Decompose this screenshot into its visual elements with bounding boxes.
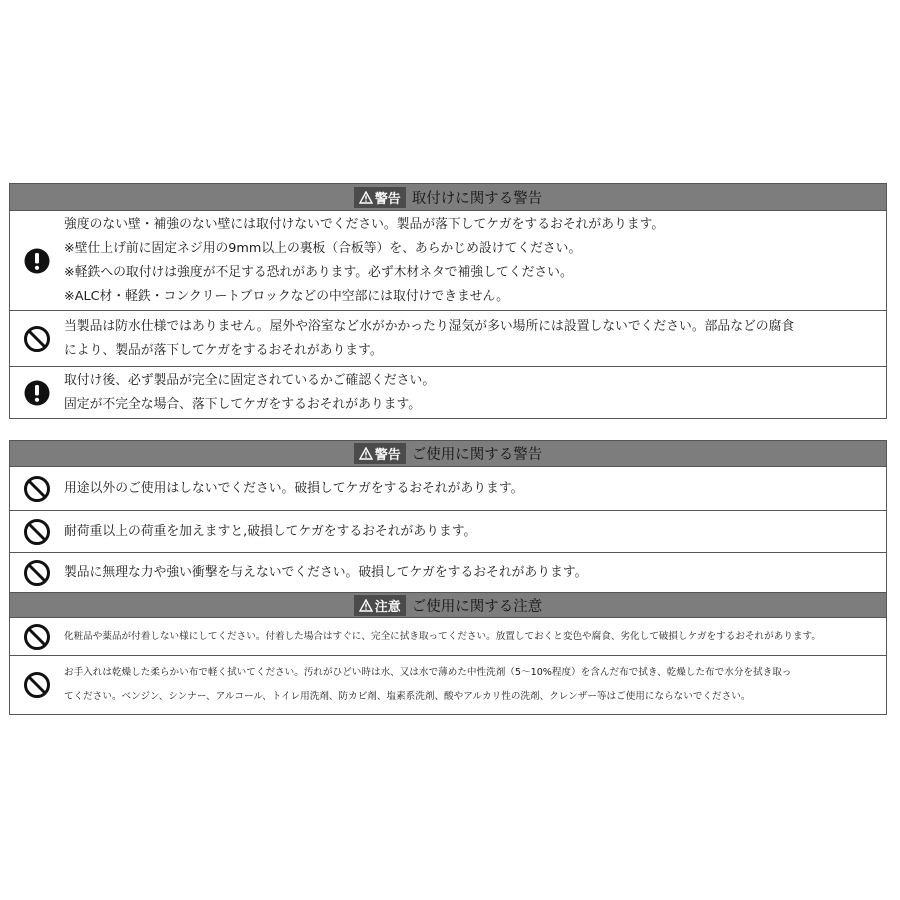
caution-row bbox=[10, 655, 886, 714]
warning-row bbox=[10, 510, 886, 552]
usage-panel bbox=[9, 440, 887, 715]
badge-label: 警告 bbox=[374, 448, 401, 463]
row-text-line: 固定が不完全な場合、落下してケガをするおそれがあります。 bbox=[64, 396, 422, 412]
prohibition-icon bbox=[23, 325, 51, 353]
section-title: ご使用に関する注意 bbox=[411, 598, 543, 615]
warning-row bbox=[10, 467, 886, 510]
prohibition-icon bbox=[23, 623, 51, 651]
badge-label: 注意 bbox=[374, 599, 401, 615]
row-text-line: ※壁仕上げ前に固定ネジ用の9mm以上の裏板（合板等）を、あらかじめ設けてください。 bbox=[64, 240, 582, 256]
row-text-line: お手入れは乾燥した柔らかい布で軽く拭いてください。汚れがひどい時は水、又は水で薄めた中性洗剤（5～10%程度）を含んだ布で拭き、乾燥した布で水分を拭き取っ bbox=[64, 667, 792, 678]
warning-badge bbox=[354, 187, 406, 208]
section-title: ご使用に関する警告 bbox=[411, 447, 543, 463]
warning-row bbox=[10, 366, 886, 418]
prohibition-icon bbox=[23, 475, 51, 503]
section-title: 取付けに関する警告 bbox=[411, 190, 543, 207]
warning-triangle-icon bbox=[359, 191, 373, 204]
caution-badge bbox=[354, 595, 406, 616]
exclamation-icon bbox=[24, 380, 50, 406]
prohibition-icon bbox=[23, 671, 51, 699]
warning-row bbox=[10, 552, 886, 592]
row-text-line: 取付け後、必ず製品が完全に固定されているかご確認ください。 bbox=[64, 372, 436, 388]
caution-row bbox=[10, 618, 886, 655]
warning-row bbox=[10, 211, 886, 310]
row-text-line: 当製品は防水仕様ではありません。屋外や浴室など水がかかったり湿気が多い場所には設置しないでください。部品などの腐食 bbox=[64, 318, 795, 334]
row-text-line: 用途以外のご使用はしないでください。破損してケガをするおそれがあります。 bbox=[64, 481, 524, 496]
section-header bbox=[10, 592, 886, 618]
section-header bbox=[10, 441, 886, 467]
row-text-line: 化粧品や薬品が付着しない様にしてください。付着した場合はすぐに、完全に拭き取ってください。放置しておくと変色や腐食、劣化して破損しケガをするおそれがあります。 bbox=[64, 630, 821, 642]
section-header bbox=[10, 184, 886, 211]
row-text-line: 耐荷重以上の荷重を加えますと,破損してケガをするおそれがあります。 bbox=[64, 524, 477, 539]
row-text-line: ※ALC材・軽鉄・コンクリートブロックなどの中空部には取付けできません。 bbox=[64, 288, 509, 304]
warning-row bbox=[10, 310, 886, 366]
warning-triangle-icon bbox=[359, 447, 373, 460]
warning-badge bbox=[354, 443, 406, 464]
row-text-line: 強度のない壁・補強のない壁には取付けないでください。製品が落下してケガをするおそれがあります。 bbox=[64, 216, 665, 232]
warning-triangle-icon bbox=[359, 599, 373, 612]
badge-label: 警告 bbox=[374, 191, 401, 207]
exclamation-icon bbox=[24, 248, 50, 274]
row-text-line: てください。ベンジン、シンナー、アルコール、トイレ用洗剤、防カビ剤、塩素系洗剤、酸やアルカリ性の洗剤、クレンザー等はご使用にならないでください。 bbox=[64, 691, 751, 702]
row-text-line: により、製品が落下してケガをするおそれがあります。 bbox=[64, 342, 383, 358]
row-text-line: ※軽鉄への取付けは強度が不足する恐れがあります。必ず木材ネタで補強してください。 bbox=[64, 264, 573, 280]
prohibition-icon bbox=[23, 518, 51, 546]
mounting-warning-panel bbox=[9, 183, 887, 419]
prohibition-icon bbox=[23, 559, 51, 587]
row-text-line: 製品に無理な力や強い衝撃を与えないでください。破損してケガをするおそれがあります。 bbox=[64, 565, 588, 580]
